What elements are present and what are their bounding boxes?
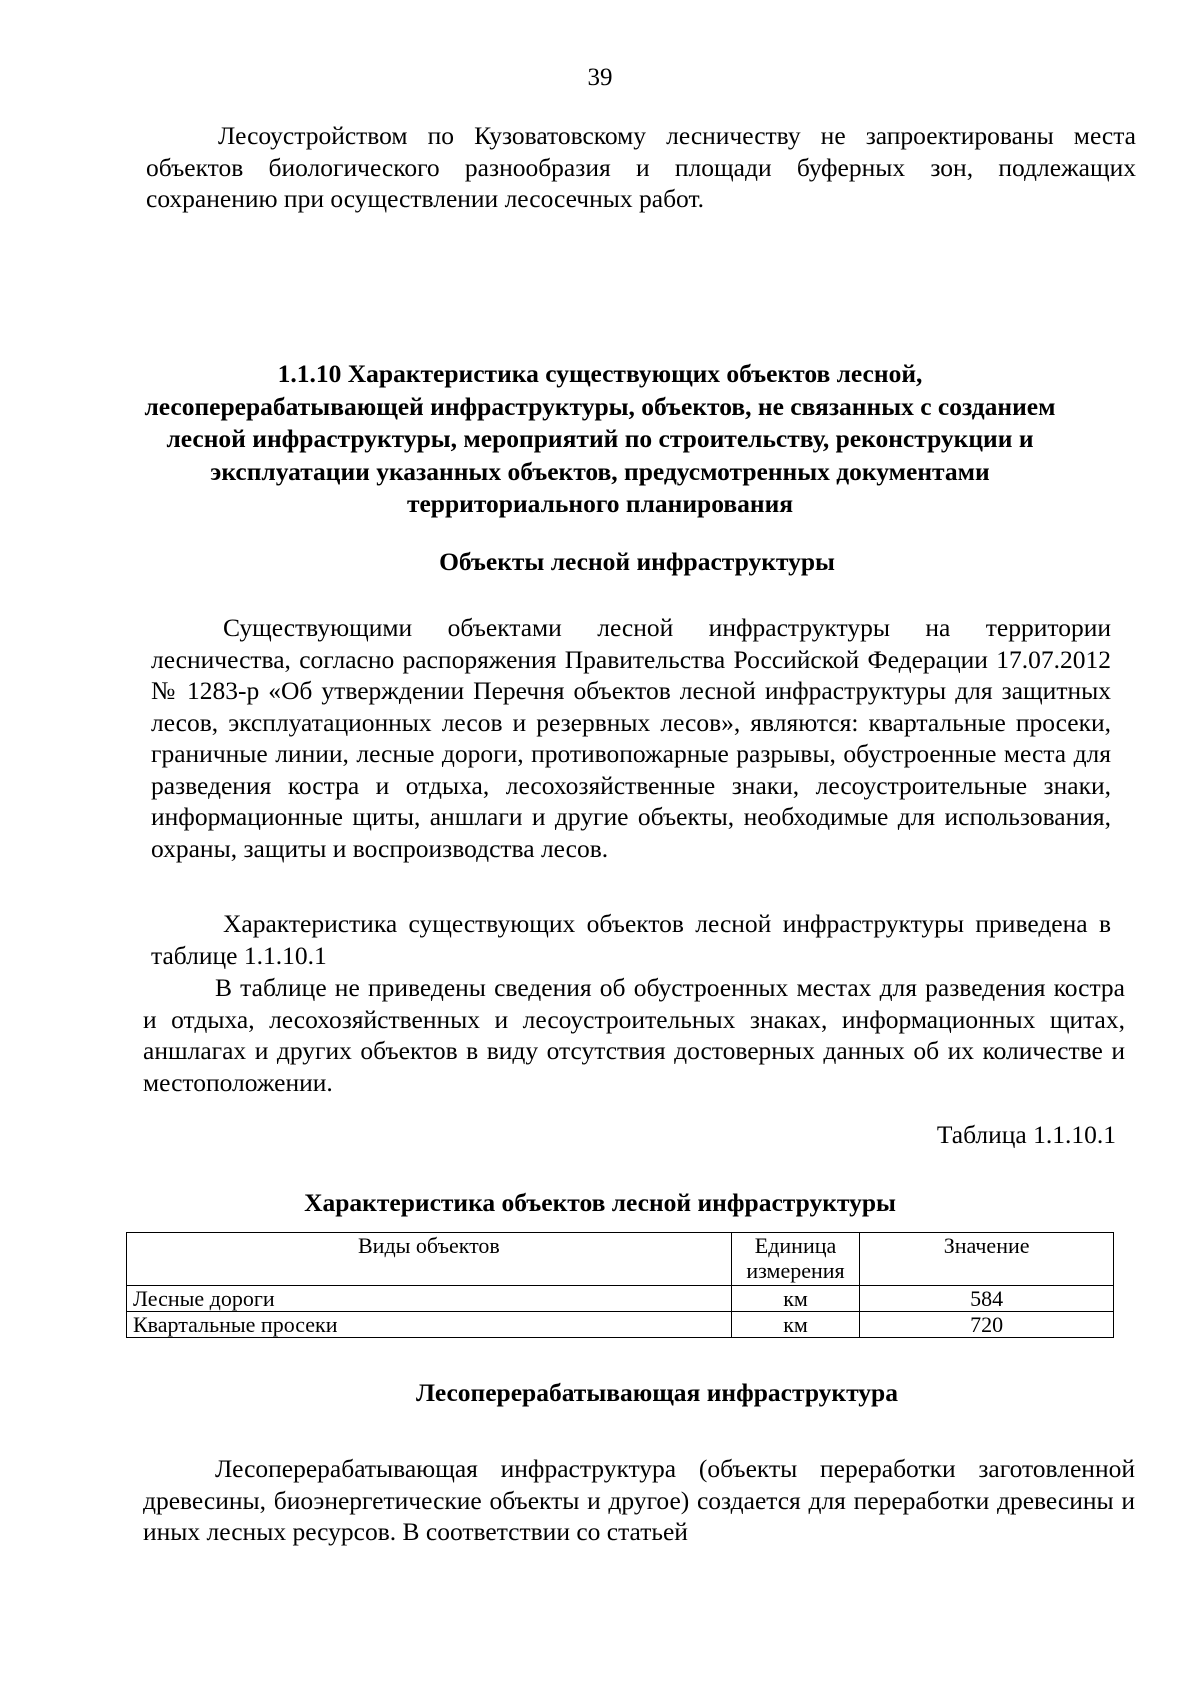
paragraph-table-reference: Характеристика существующих объектов лесной инфраструктуры приведена в таблице 1.1.10.1	[151, 909, 1111, 970]
page-number: 39	[587, 64, 613, 91]
section-title-line: территориального планирования	[406, 489, 794, 518]
header-object-type: Виды объектов	[127, 1233, 732, 1286]
header-value: Значение	[860, 1233, 1114, 1286]
table-row	[127, 1312, 1114, 1338]
cell-value: 720	[860, 1312, 1114, 1338]
section-title-line: лесоперерабатывающей инфраструктуры, объектов, не связанных с созданием	[144, 391, 1056, 421]
table-title: Характеристика объектов лесной инфраструктуры	[304, 1188, 896, 1217]
subheading-forest-infrastructure: Объекты лесной инфраструктуры	[439, 547, 835, 576]
paragraph-existing-objects: Существующими объектами лесной инфраструктуры на территории лесничества, согласно распоряжения Правительства Российской Федерации 17.07.2012 № 1283-р «Об утверждении Перечня объектов лесной инфраструктуры для защитных лесов, эксплуатационных лесов и резервных лесов», являются: квартальные просеки, граничные линии, лесные дороги, противопожарные разрывы, обустроенные места для разведения костра и отдыха, лесохозяйственные знаки, лесоустроительные знаки, информационные щиты, аншлаги и другие объекты, необходимые для использования, охраны, защиты и воспроизводства лесов.	[151, 613, 1111, 863]
infrastructure-table	[126, 1232, 1114, 1338]
section-title-line: лесной инфраструктуры, мероприятий по строительству, реконструкции и	[166, 424, 1034, 453]
table-label: Таблица 1.1.10.1	[936, 1120, 1116, 1149]
cell-unit: км	[731, 1286, 859, 1312]
section-title-line: эксплуатации указанных объектов, предусмотренных документами	[210, 456, 990, 486]
section-title-line: 1.1.10 Характеристика существующих объектов лесной,	[277, 359, 923, 388]
table-header-row	[127, 1233, 1114, 1286]
subheading-processing-infrastructure: Лесоперерабатывающая инфраструктура	[416, 1378, 898, 1407]
cell-object-type: Лесные дороги	[127, 1286, 732, 1312]
cell-unit: км	[731, 1312, 859, 1338]
section-title	[100, 358, 1100, 521]
table-row	[127, 1286, 1114, 1312]
paragraph-table-note: В таблице не приведены сведения об обустроенных местах для разведения костра и отдыха, лесохозяйственных и лесоустроительных знаках, информационных щитах, аншлагах и других объектов в виду отсутствия достоверных данных об их количестве и местоположении.	[143, 973, 1125, 1097]
cell-object-type: Квартальные просеки	[127, 1312, 732, 1338]
cell-value: 584	[860, 1286, 1114, 1312]
paragraph-processing: Лесоперерабатывающая инфраструктура (объекты переработки заготовленной древесины, биоэнергетические объекты и другое) создается для переработки древесины и иных лесных ресурсов. В соответствии со статьей	[143, 1454, 1135, 1546]
header-unit: Единица измерения	[731, 1233, 859, 1286]
paragraph-biodiversity: Лесоустройством по Кузоватовскому лесничеству не запроектированы места объектов биологического разнообразия и площади буферных зон, подлежащих сохранению при осуществлении лесосечных работ.	[146, 121, 1136, 213]
